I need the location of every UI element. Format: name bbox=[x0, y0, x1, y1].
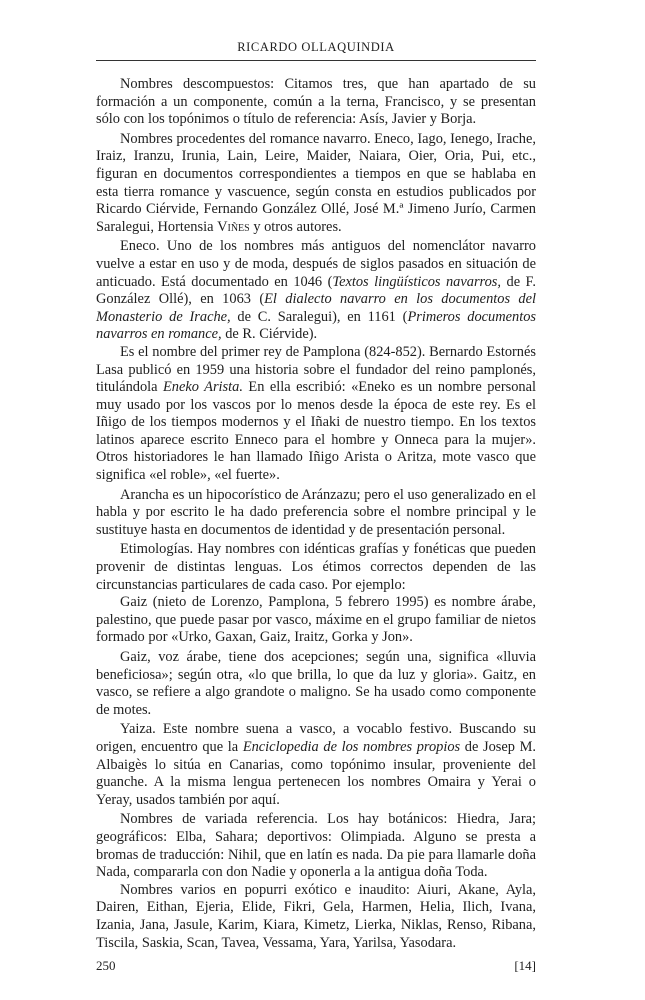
text-run: de C. Saralegui), en 1161 ( bbox=[230, 308, 408, 325]
page-number: 250 bbox=[96, 958, 116, 973]
book-title: Enciclopedia de los nombres propios bbox=[242, 738, 461, 755]
text-run: Eneco. Uno de los nombres más antiguos del nomenclátor navarro vuelve a estar en uso y de moda, después de siglos pasados en situación de anticuado. Está documentado en 1046 ( bbox=[96, 238, 536, 290]
book-title: El dialecto navarro en los documentos del Monasterio de Irache, bbox=[96, 291, 537, 325]
header-rule bbox=[96, 60, 536, 61]
text-run: y otros autores. bbox=[249, 218, 342, 235]
page-body bbox=[96, 76, 536, 952]
text-run: de F. González Ollé), en 1063 ( bbox=[96, 273, 537, 308]
paragraph-variada-referencia: Nombres de variada referencia. Los hay botánicos: Hiedra, Jara; geográficos: Elba, Sahara; deportivos: Olimpiada. Alguno se presta a bromas de traducción: Nihil, que en latín es nada. Da pie para llamarle doña Nada, compararla con don Nadie y oponerla a la antigua doña Toda. bbox=[96, 811, 536, 881]
paragraph-gaiz-voz-arabe: Gaiz, voz árabe, tiene dos acepciones; según una, significa «lluvia beneficiosa»; según otra, «lo que brilla, lo que da luz y gloria». Gaitz, en vasco, se refiere a algo grandote o maligno. Se ha usado como componente de motes. bbox=[96, 649, 536, 718]
paragraph-nombres-descompuestos: Nombres descompuestos: Citamos tres, que han apartado de su formación a un componente, común a la terna, Francisco, y se presentan sólo con los topónimos o título de referencia: Asís, Javier y Borja. bbox=[96, 76, 536, 128]
book-title: Primeros documentos navarros en romance, bbox=[96, 308, 536, 343]
small-caps-name: Viñes bbox=[217, 218, 250, 235]
text-run: de Josep M. Albaigès lo sitúa en Canarias, como topónimo insular, proveniente del guanche. A la misma lengua pertenecen los nombres Omaira y Yerai o Yeray, usados también por aquí. bbox=[96, 738, 537, 808]
text-run: Nombres procedentes del romance navarro. Eneco, Iago, Ienego, Irache, Iraiz, Iranzu, Irunia, Lain, Leire, Maider, Naiara, Oier, Oria, Pui, etc., figuran en documentos correspondientes a tiempos en que se hablaba en esta tierra romance y vascuence, según consta en estudios publicados por Ricardo Ciérvide, Fernando González Ollé, José M.ª Jimeno Jurío, Carmen Saralegui, Hortensia bbox=[96, 130, 536, 235]
text-run: En ella escribió: «Eneko es un nombre personal muy usado por los vascos por lo menos desde la época de este rey. Es el Iñigo de los tiempos modernos y el Iñaki de nuestro tiempo. En los textos latinos aparece escrito Enneco para el hombre y Onneca para la mujer». Otros historiadores le han llamado Iñigo Arista o Aritza, mote vasco que significa «el roble», «el fuerte». bbox=[96, 379, 536, 484]
bracket-page-reference: [14] bbox=[514, 958, 536, 973]
text-run: de R. Ciérvide). bbox=[221, 326, 318, 343]
paragraph-romance-navarro bbox=[96, 131, 536, 237]
book-title: Textos lingüísticos navarros, bbox=[332, 273, 502, 290]
text-run: Yaiza. Este nombre suena a vasco, a vocablo festivo. Buscando su origen, encuentro que la bbox=[96, 721, 536, 755]
text-run: Es el nombre del primer rey de Pamplona (824-852). Bernardo Estornés Lasa publicó en 1959 una historia sobre el fundador del reino pamplonés, titulándola bbox=[96, 343, 536, 396]
running-header: RICARDO OLLAQUINDIA bbox=[237, 40, 395, 54]
book-title: Eneko Arista. bbox=[163, 379, 243, 396]
paragraph-gaiz-nieto: Gaiz (nieto de Lorenzo, Pamplona, 5 febrero 1995) es nombre árabe, palestino, que puede pasar por vasco, máxime en el grupo familiar de nietos formado por «Urko, Gaxan, Gaiz, Iraitz, Gorka y Jon». bbox=[96, 594, 536, 646]
paragraph-eneco bbox=[96, 238, 536, 344]
paragraph-popurri: Nombres varios en popurri exótico e inaudito: Aiuri, Akane, Ayla, Dairen, Eithan, Ejeria, Elide, Fikri, Gela, Harmen, Helia, Ilich, Ivana, Izania, Jana, Jasule, Karim, Kiara, Kimetz, Lierka, Niklas, Renso, Ribana, Tiscila, Saskia, Scan, Tavea, Vessama, Yara, Yarilsa, Yasodara. bbox=[96, 881, 536, 951]
paragraph-arancha: Arancha es un hipocorístico de Aránzazu; pero el uso generalizado en el habla y por escrito le ha dado preferencia sobre el nombre principal y le sustituye hasta en documentos de identidad y de presentación personal. bbox=[96, 486, 536, 538]
paragraph-etimologias: Etimologías. Hay nombres con idénticas grafías y fonéticas que pueden provenir de distintas lenguas. Los étimos correctos dependen de las circunstancias particulares de cada caso. Por ejemplo: bbox=[96, 541, 536, 593]
paragraph-primer-rey bbox=[96, 344, 536, 485]
paragraph-yaiza bbox=[96, 721, 536, 809]
